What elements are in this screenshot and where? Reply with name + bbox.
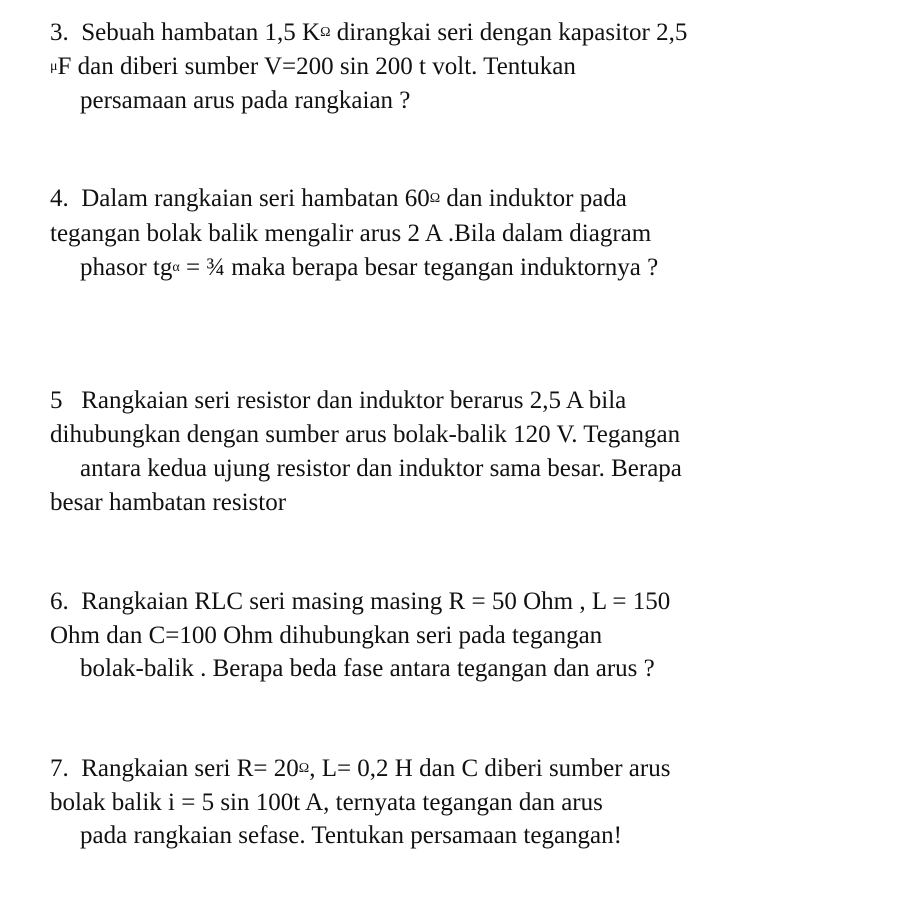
micro-symbol: μ — [50, 59, 58, 74]
problem-3-text-1a: Sebuah hambatan 1,5 K — [81, 19, 321, 46]
problem-7-text-1b: , L= 0,2 H dan C diberi sumber arus — [309, 755, 671, 782]
problem-5-line-2: dihubungkan dengan sumber arus bolak-balik 120 V. Tegangan — [50, 421, 681, 448]
problem-4-text-3a: phasor tg — [80, 254, 173, 281]
problem-6-text-1: Rangkaian RLC seri masing masing R = 50 Ohm , L = 150 — [81, 588, 671, 615]
problem-3-number: 3. — [50, 19, 69, 46]
problem-4-line-3 — [80, 253, 658, 287]
alpha-symbol: α — [172, 260, 180, 275]
problem-3-line-1 — [50, 18, 687, 52]
problem-4-line-1 — [50, 184, 627, 218]
problem-3-text-2: F dan diberi sumber V=200 sin 200 t volt. Tentukan — [57, 53, 576, 80]
problem-7-number: 7. — [50, 755, 69, 782]
problem-6-line-1 — [50, 587, 670, 617]
problem-5-number: 5 — [50, 387, 63, 414]
ohm-symbol: Ω — [429, 191, 441, 206]
problem-5-line-1 — [50, 386, 626, 416]
problem-4-text-3b: = ¾ maka berapa besar tegangan induktornya ? — [179, 254, 659, 281]
problem-4-text-1b: dan induktor pada — [440, 185, 627, 212]
problem-6-line-2: Ohm dan C=100 Ohm dihubungkan seri pada tegangan — [50, 622, 603, 649]
problem-5-line-4: besar hambatan resistor — [50, 489, 287, 516]
problem-4-number: 4. — [50, 185, 69, 212]
problem-7-line-3: pada rangkaian sefase. Tentukan persamaan tegangan! — [80, 822, 622, 849]
problem-7-line-2: bolak balik i = 5 sin 100t A, ternyata tegangan dan arus — [50, 789, 603, 816]
problem-5-line-3: antara kedua ujung resistor dan induktor sama besar. Berapa — [80, 455, 682, 482]
problem-4-line-2: tegangan bolak balik mengalir arus 2 A .Bila dalam diagram — [50, 220, 652, 247]
problem-6-number: 6. — [50, 588, 69, 615]
problem-7-text-1a: Rangkaian seri R= 20 — [81, 755, 299, 782]
ohm-symbol: Ω — [320, 25, 331, 40]
problem-4-text-1a: Dalam rangkaian seri hambatan 60 — [81, 185, 430, 212]
problem-3-line-3: persamaan arus pada rangkaian ? — [80, 87, 411, 114]
problem-6-line-3: bolak-balik . Berapa beda fase antara tegangan dan arus ? — [80, 655, 655, 682]
problem-3-line-2 — [50, 52, 576, 86]
ohm-symbol: Ω — [298, 761, 310, 776]
problem-3-text-1b: dirangkai seri dengan kapasitor 2,5 — [330, 19, 688, 46]
problem-5-text-1: Rangkaian seri resistor dan induktor berarus 2,5 A bila — [81, 387, 627, 414]
problem-7-line-1 — [50, 754, 670, 788]
